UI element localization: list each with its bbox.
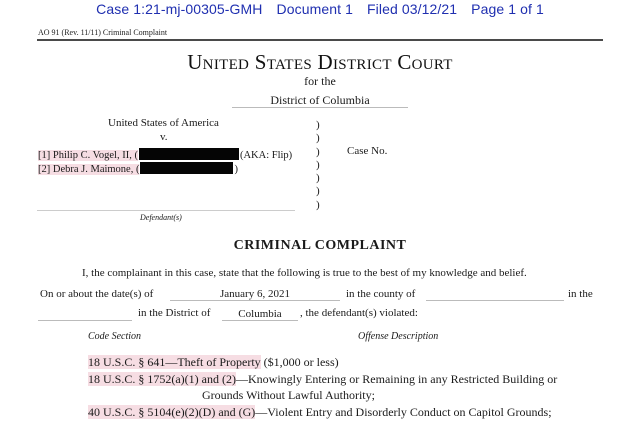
- for-the: for the: [304, 74, 336, 88]
- complaint-title: CRIMINAL COMPLAINT: [233, 238, 407, 253]
- form-identifier: AO 91 (Rev. 11/11) Criminal Complaint: [38, 28, 168, 37]
- page-number: Page 1 of 1: [471, 1, 544, 17]
- blank-fill-line: [38, 320, 132, 321]
- district-prefix: in the District of: [138, 307, 211, 319]
- defendant-2-name: [2] Debra J. Maimone, (: [38, 164, 140, 175]
- case-number: Case 1:21-mj-00305-GMH: [96, 1, 263, 17]
- defendant-1-name: [1] Philip C. Vogel, II, (: [38, 150, 138, 161]
- defendants-label: Defendant(s): [140, 213, 182, 222]
- filed-date: Filed 03/12/21: [367, 1, 458, 17]
- in-the: in the: [568, 288, 593, 300]
- redaction-block: [139, 148, 239, 160]
- intro-statement: I, the complainant in this case, state that the following is true to the best of my knowledge and belief.: [82, 267, 527, 279]
- top-divider: [37, 39, 603, 41]
- county-fill-line: [426, 300, 564, 301]
- defendant-2: [38, 162, 238, 175]
- defendant-1: [38, 148, 292, 161]
- plaintiff-name: United States of America: [108, 117, 219, 129]
- charge-description: —Knowingly Entering or Remaining in any Restricted Building or: [235, 372, 558, 386]
- date-prefix: On or about the date(s) of: [40, 288, 154, 300]
- offense-description-header: Offense Description: [358, 331, 439, 342]
- date-fill-line: [170, 300, 340, 301]
- district-name: District of Columbia: [270, 93, 370, 107]
- date-value: January 6, 2021: [220, 288, 290, 300]
- case-no-label: Case No.: [347, 145, 388, 157]
- charge-code: 18 U.S.C. § 1752(a)(1) and (2): [88, 372, 236, 386]
- court-title: United States District Court: [187, 50, 453, 74]
- charge-description: Grounds Without Lawful Authority;: [202, 388, 375, 402]
- charge-extra: ($1,000 or less): [260, 355, 339, 369]
- defendants-divider: [37, 210, 295, 211]
- versus: v.: [160, 131, 168, 143]
- charge-row: [88, 355, 339, 370]
- case-header: [0, 1, 640, 17]
- document-number: Document 1: [276, 1, 353, 17]
- code-section-header: Code Section: [88, 331, 142, 342]
- charge-row: [88, 405, 552, 420]
- charge-row: [88, 372, 557, 387]
- district-value: Columbia: [238, 308, 282, 320]
- redaction-block: [140, 162, 233, 174]
- caption-parens: ) ) ) ) ) ) ): [316, 119, 320, 211]
- district-fill-line: [222, 320, 298, 321]
- district-divider: [232, 107, 408, 108]
- charge-row-continuation: [202, 388, 375, 403]
- defendant-2-close: ): [234, 164, 238, 175]
- defendant-1-alias: (AKA: Flip): [239, 150, 293, 161]
- charge-description: —Violent Entry and Disorderly Conduct on Capitol Grounds;: [255, 405, 552, 419]
- charge-code: 40 U.S.C. § 5104(e)(2)(D) and (G): [88, 405, 256, 419]
- county-label: in the county of: [346, 288, 416, 300]
- charge-code: 18 U.S.C. § 641—Theft of Property: [88, 355, 261, 369]
- violated-suffix: , the defendant(s) violated:: [300, 307, 418, 319]
